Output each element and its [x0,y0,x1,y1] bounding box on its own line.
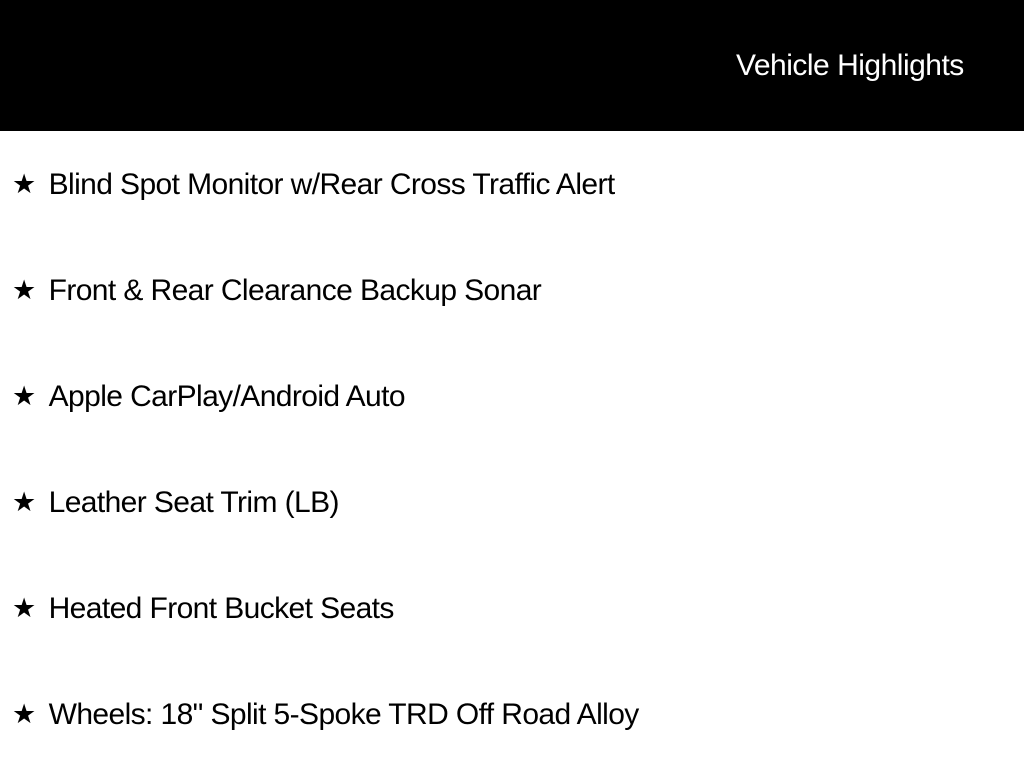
highlight-item [0,661,1024,767]
highlight-item-label: Heated Front Bucket Seats [48,591,394,625]
highlight-item [0,131,1024,237]
highlights-list [0,131,1024,767]
star-icon: ★ [12,380,36,411]
highlight-item [0,449,1024,555]
highlight-item-label: Front & Rear Clearance Backup Sonar [48,273,542,307]
highlight-item-label: Leather Seat Trim (LB) [48,485,339,519]
star-icon: ★ [12,592,36,623]
star-icon: ★ [12,168,36,199]
star-icon: ★ [12,274,36,305]
highlight-item-label: Wheels: 18" Split 5-Spoke TRD Off Road Alloy [48,697,639,731]
highlight-item-label: Apple CarPlay/Android Auto [48,379,405,413]
page-title: Vehicle Highlights [736,48,964,82]
highlight-item [0,237,1024,343]
star-icon: ★ [12,698,36,729]
highlight-item-label: Blind Spot Monitor w/Rear Cross Traffic Alert [48,167,615,201]
highlight-item [0,555,1024,661]
header-bar [0,0,1024,131]
star-icon: ★ [12,486,36,517]
highlight-item [0,343,1024,449]
